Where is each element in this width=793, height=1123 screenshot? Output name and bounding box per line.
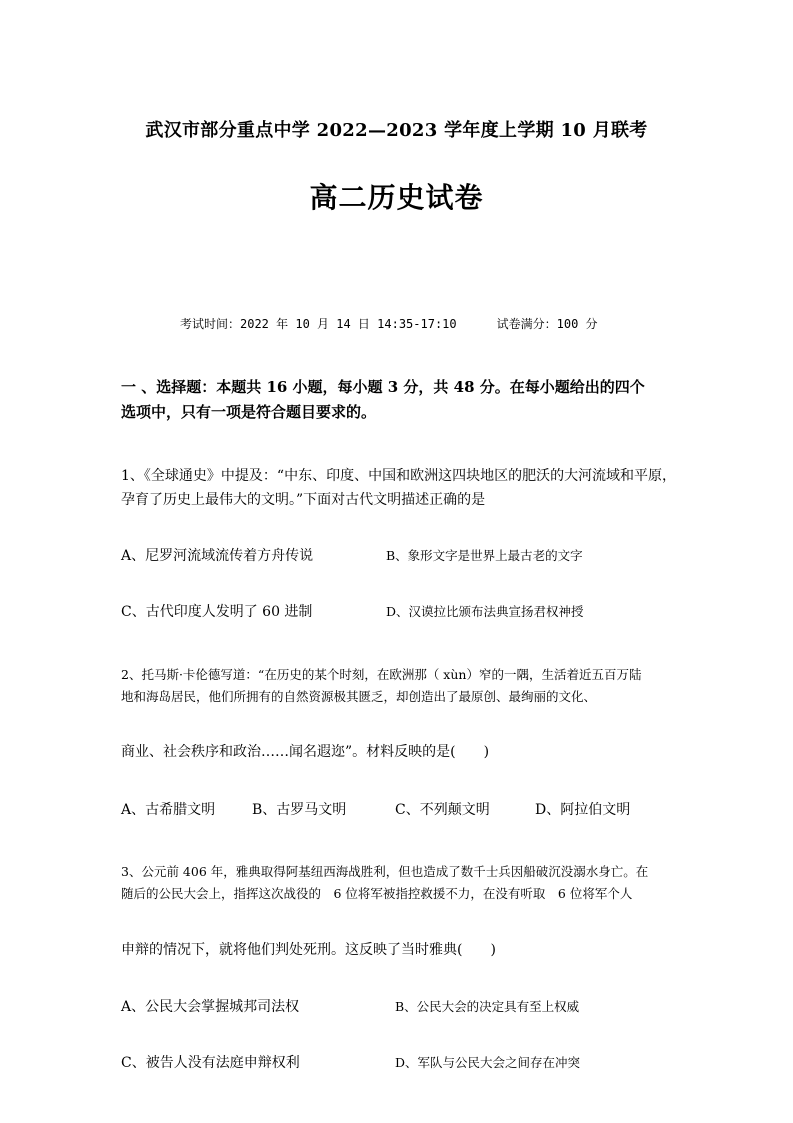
exam-title: 高二历史试卷 [309, 181, 484, 214]
question-2-option-a: A、古希腊文明 [121, 802, 216, 818]
exam-time: 考试时间：2022 年 10 月 14 日 14:35-17:10 [180, 317, 457, 331]
question-3-option-d: D、军队与公民大会之间存在冲突 [395, 1055, 581, 1070]
question-1-option-b: B、象形文字是世界上最古老的文字 [386, 548, 583, 563]
question-2-line2: 地和海岛居民，他们所拥有的自然资源极其匮乏，却创造出了最原创、最绚丽的文化、 [121, 689, 597, 704]
question-1-option-a: A、尼罗河流域流传着方舟传说 [121, 548, 314, 564]
question-3-option-c: C、被告人没有法庭申辩权利 [121, 1055, 300, 1071]
question-1-line1: 1、《全球通史》中提及：“中东、印度、中国和欧洲这四块地区的肥沃的大河流域和平原， [121, 468, 677, 484]
question-3-line3: 申辩的情况下，就将他们判处死刑。这反映了当时雅典( ) [121, 942, 496, 958]
question-1-option-d: D、汉谟拉比颁布法典宣扬君权神授 [386, 604, 584, 619]
exam-score: 试卷满分：100 分 [496, 317, 598, 331]
question-3-option-a: A、公民大会掌握城邦司法权 [121, 999, 300, 1015]
exam-header: 武汉市部分重点中学 2022—2023 学年度上学期 10 月联考 [145, 120, 648, 141]
question-2-line1: 2、托马斯·卡伦德写道：“在历史的某个时刻，在欧洲那（ xùn）窄的一隅，生活着近五百万陆 [121, 667, 642, 682]
question-1-option-c: C、古代印度人发明了 60 进制 [121, 604, 313, 620]
question-1-line2: 孕育了历史上最伟大的文明。”下面对古代文明描述正确的是 [121, 492, 486, 508]
question-3-line2: 随后的公民大会上，指挥这次战役的 6 位将军被指控救援不力，在没有听取 6 位将军个人 [121, 886, 633, 901]
section-heading-line1: 一 、选择题：本题共 16 小题，每小题 3 分，共 48 分。在每小题给出的四个 [121, 378, 645, 396]
question-2-option-d: D、阿拉伯文明 [535, 802, 631, 818]
question-2-option-b: B、古罗马文明 [252, 802, 347, 818]
exam-info [180, 315, 598, 332]
question-3-line1: 3、公元前 406 年，雅典取得阿基纽西海战胜利，但也造成了数千士兵因船破沉没溺水身亡。在 [121, 864, 649, 879]
question-2-line3: 商业、社会秩序和政治……闻名遐迩”。材料反映的是( ) [121, 744, 490, 760]
question-3-option-b: B、公民大会的决定具有至上权威 [395, 999, 580, 1014]
question-2-option-c: C、不列颠文明 [395, 802, 490, 818]
section-heading-line2: 选项中，只有一项是符合题目要求的。 [121, 403, 377, 421]
